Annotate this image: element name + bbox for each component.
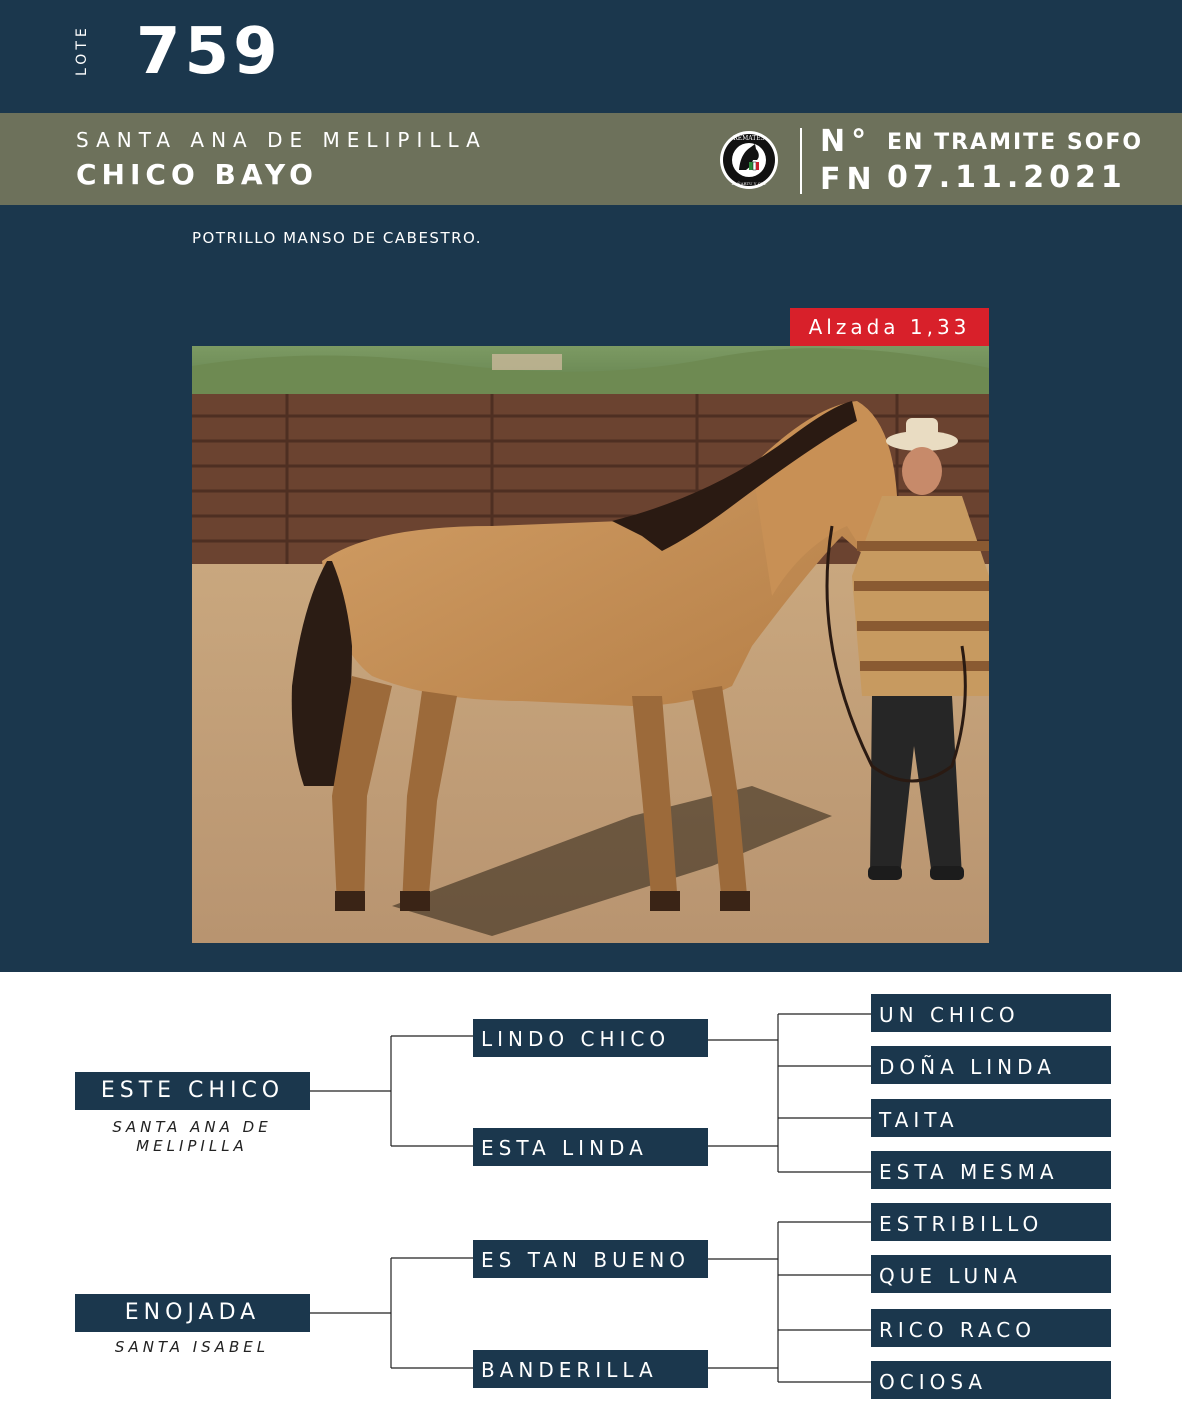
pedigree-sire-sire: LINDO CHICO: [473, 1019, 708, 1057]
pedigree-great-grandparent: TAITA: [871, 1099, 1111, 1137]
pedigree-great-grandparent: QUE LUNA: [871, 1255, 1111, 1293]
pedigree-great-grandparent: ESTA MESMA: [871, 1151, 1111, 1189]
horse-name: CHICO BAYO: [76, 158, 318, 191]
horse-description: POTRILLO MANSO DE CABESTRO.: [192, 229, 483, 247]
reg-number-value: EN TRAMITE SOFO: [887, 130, 1144, 155]
pedigree-great-grandparent: DOÑA LINDA: [871, 1046, 1111, 1084]
header-divider: [800, 128, 802, 194]
pedigree-dam-sire: ES TAN BUENO: [473, 1240, 708, 1278]
pedigree-great-grandparent: UN CHICO: [871, 994, 1111, 1032]
pedigree-sire-dam: ESTA LINDA: [473, 1128, 708, 1166]
pedigree-dam-dam: BANDERILLA: [473, 1350, 708, 1388]
pedigree-great-grandparent: RICO RACO: [871, 1309, 1111, 1347]
lot-number: 759: [136, 15, 282, 89]
birth-date-label: FN: [820, 162, 878, 197]
pedigree-great-grandparent: ESTRIBILLO: [871, 1203, 1111, 1241]
horse-photo: [192, 346, 989, 943]
pedigree-great-grandparent: OCIOSA: [871, 1361, 1111, 1399]
lot-label: LOTE: [74, 24, 90, 76]
svg-text:REMATES: REMATES: [733, 135, 765, 142]
pedigree-dam-origin: SANTA ISABEL: [114, 1338, 270, 1356]
pedigree-sire-origin: SANTA ANA DE MELIPILLA: [112, 1118, 272, 1155]
reg-number-label: N°: [820, 124, 873, 159]
birth-date-value: 07.11.2021: [887, 160, 1127, 195]
remates-logo: [719, 130, 779, 190]
pedigree-dam: ENOJADA: [75, 1294, 310, 1332]
breeder-name: SANTA ANA DE MELIPILLA: [76, 128, 487, 152]
pedigree-sire: ESTE CHICO: [75, 1072, 310, 1110]
svg-text:ZAÑARTU Y CIA.: ZAÑARTU Y CIA.: [731, 181, 767, 186]
height-badge: Alzada 1,33: [790, 308, 989, 346]
